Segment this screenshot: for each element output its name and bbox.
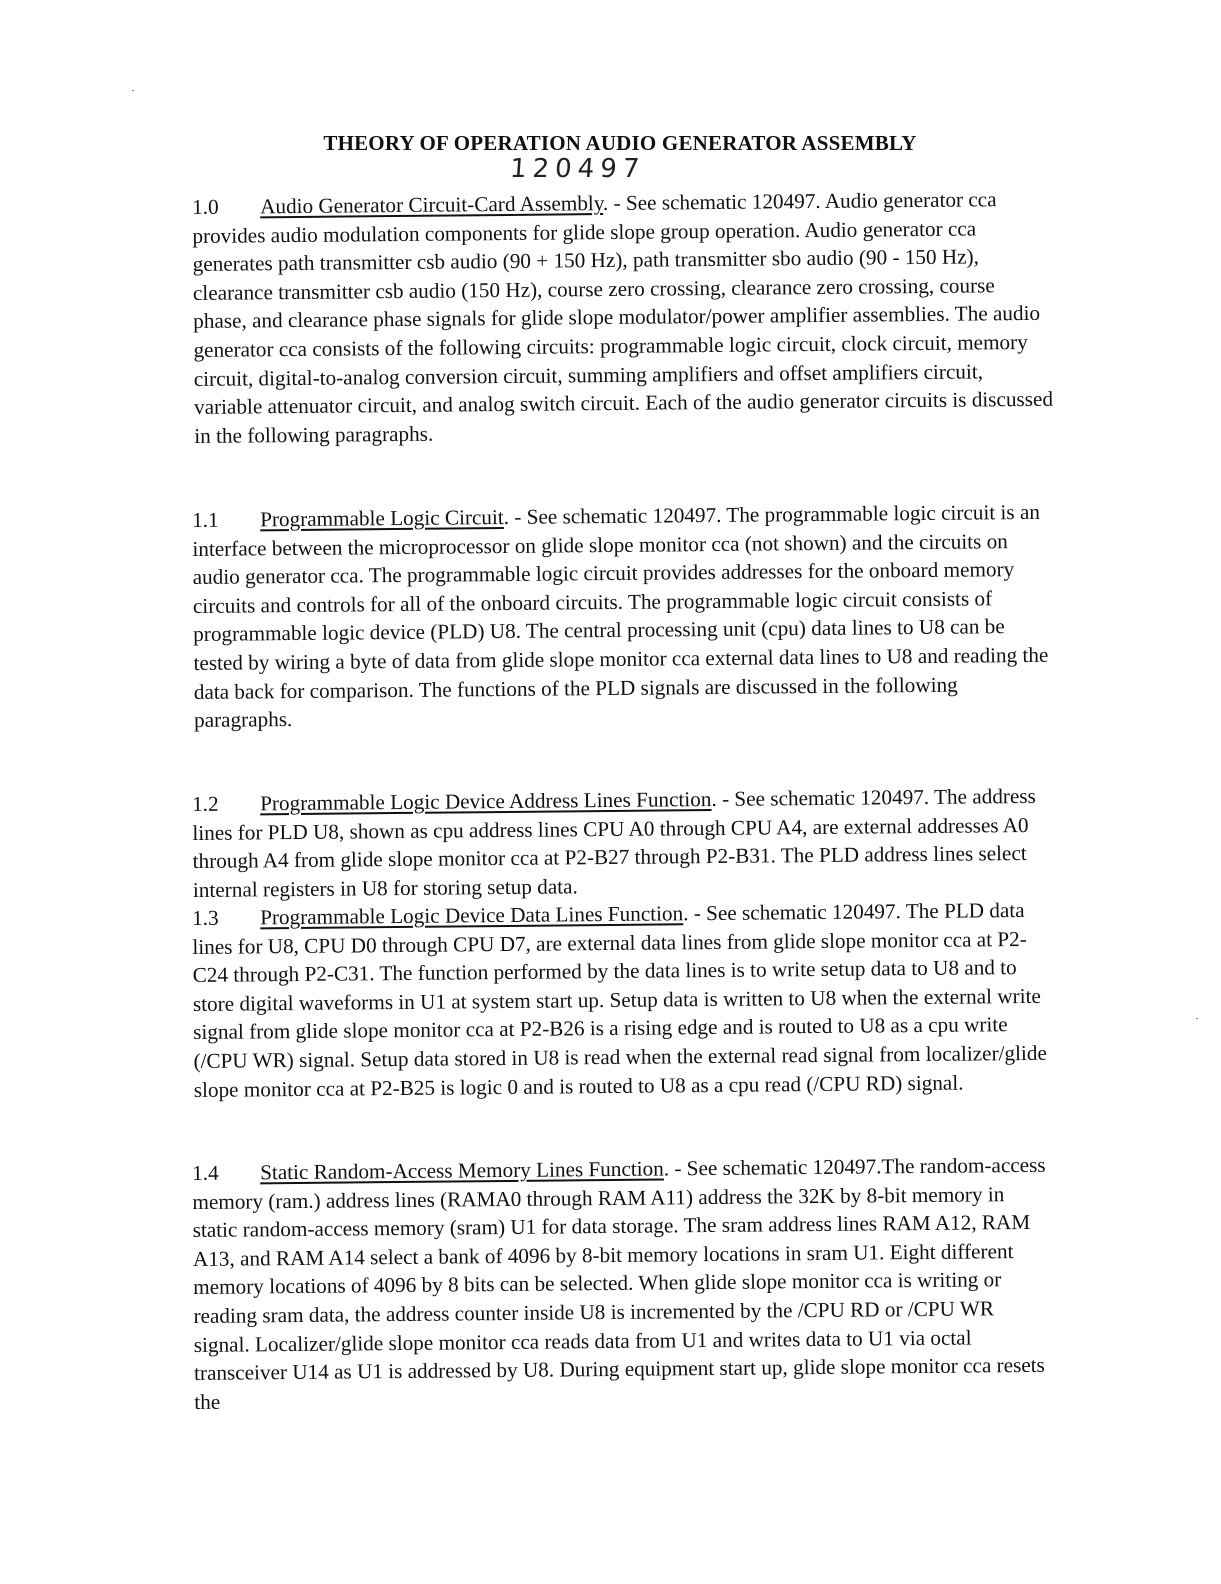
section-body: . - See schematic 120497. The programmable logic circuit is an interface between the microprocessor on glide slope monitor cca (not shown) and the circuits on audio generator cca. The programmable logic circuit provides addresses for the onboard memory circuits and controls for all of the onboard circuits. The programmable logic circuit consists of programmable logic device (PLD) U8. The central processing unit (cpu) data lines to U8 can be tested by wiring a byte of data from glide slope monitor cca external data lines to U8 and reading the data back for comparison. The functions of the PLD signals are discussed in the following paragraphs. <box>192 499 1049 733</box>
document-title: THEORY OF OPERATION AUDIO GENERATOR ASSEMBLY <box>323 131 917 155</box>
section-body: . - See schematic 120497. The address lines for PLD U8, shown as cpu address lines CPU A0 through CPU A4, are external addresses A0 through A4 from glide slope monitor cca at P2-B27 through P2-B31. The PLD address lines select internal registers in U8 for storing setup data. <box>192 783 1036 902</box>
scan-speck <box>132 90 134 91</box>
section-heading: Static Random-Access Memory Lines Function <box>260 1156 664 1185</box>
section-body: . - See schematic 120497.The random-access memory (ram.) address lines (RAMA0 through RAM A11) address the 32K by 8-bit memory in static random-access memory (sram) U1 for data storage. The sram address lines RAM A12, RAM A13, and RAM A14 select a bank of 4096 by 8-bit memory locations in sram U1. Eight different memory locations of 4096 by 8 bits can be selected. When glide slope monitor cca is writing or reading sram data, the address counter inside U8 is incremented by the /CPU RD or /CPU WR signal. Localizer/glide slope monitor cca reads data from U1 and writes data to U1 via octal transceiver U14 as U1 is addressed by U8. During equipment start up, glide slope monitor cca resets the <box>192 1152 1046 1414</box>
section-heading: Programmable Logic Circuit <box>260 505 504 532</box>
section-heading: Programmable Logic Device Address Lines Function <box>260 787 712 816</box>
section-body: . - See schematic 120497. Audio generator cca provides audio modulation components for glide slope group operation. Audio generator cca generates path transmitter csb audio (90 + 150 Hz), path transmitter sbo audio (90 - 150 Hz), clearance transmitter csb audio (150 Hz), course zero crossing, clearance zero crossing, course phase, and clearance phase signals for glide slope modulator/power amplifier assemblies. The audio generator cca consists of the following circuits: programmable logic circuit, clock circuit, memory circuit, digital-to-analog conversion circuit, summing amplifiers and offset amplifiers circuit, variable attenuator circuit, and analog switch circuit. Each of the audio generator circuits is discussed in the following paragraphs. <box>192 187 1054 448</box>
section-number: 1.2 <box>192 791 219 816</box>
section-1-1 <box>192 498 1054 735</box>
section-number: 1.0 <box>192 194 219 219</box>
section-heading: Programmable Logic Device Data Lines Function <box>260 901 684 930</box>
section-number: 1.1 <box>192 507 219 532</box>
section-number: 1.4 <box>192 1160 219 1185</box>
section-1-3 <box>192 896 1054 1104</box>
section-number: 1.3 <box>192 905 219 930</box>
handwritten-number: 120497 <box>508 154 647 184</box>
section-body: . - See schematic 120497. The PLD data lines for U8, CPU D0 through CPU D7, are external data lines from glide slope monitor cca at P2-C24 through P2-C31. The function performed by the data lines is to write setup data to U8 and to store digital waveforms in U1 at system start up. Setup data is written to U8 when the external write signal from glide slope monitor cca at P2-B26 is a rising edge and is routed to U8 as a cpu write (/CPU WR) signal. Setup data stored in U8 is read when the external read signal from localizer/glide slope monitor cca at P2-B25 is logic 0 and is routed to U8 as a cpu read (/CPU RD) signal. <box>192 898 1047 1102</box>
section-1-0 <box>192 185 1054 451</box>
section-1-2 <box>192 782 1053 905</box>
section-1-4 <box>192 1151 1054 1417</box>
section-heading: Audio Generator Circuit-Card Assembly <box>260 191 604 219</box>
scan-speck <box>1196 1018 1198 1019</box>
